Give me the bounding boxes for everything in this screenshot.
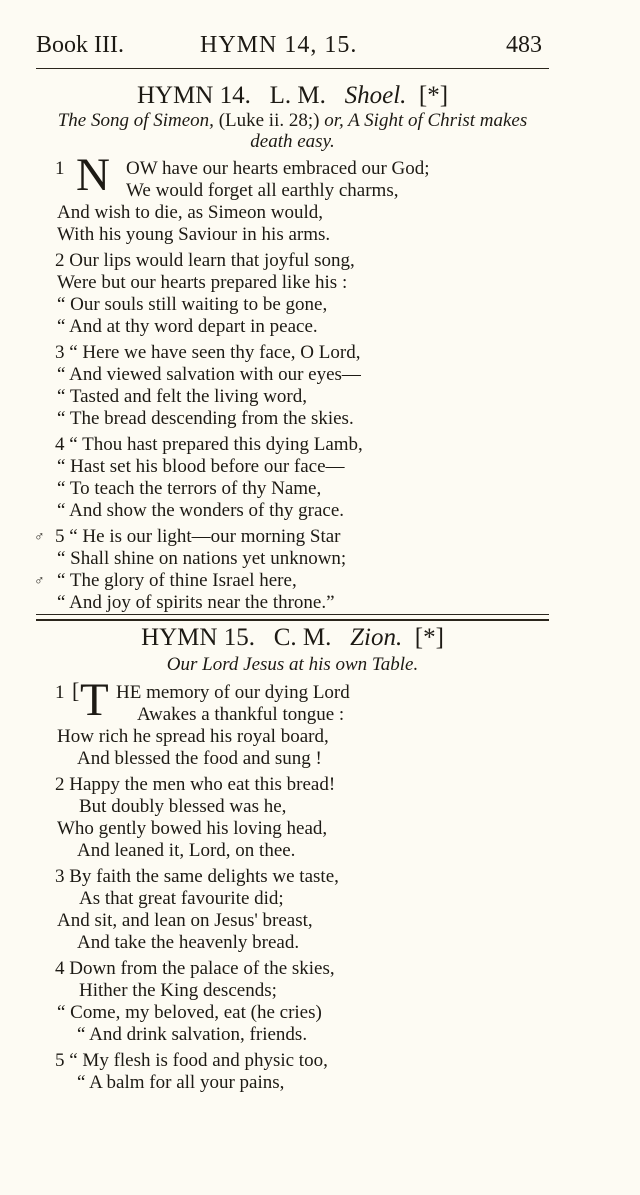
h15-v4-line2: Hither the King descends; xyxy=(79,980,277,1001)
header-rule xyxy=(36,68,549,69)
h14-v1-line1: OW have our hearts embraced our God; xyxy=(126,158,430,179)
running-title: HYMN 14, 15. xyxy=(200,32,358,58)
h14-v1-number: 1 xyxy=(55,158,65,179)
hymn14-title: HYMN 14. xyxy=(136,82,251,109)
h14-v5-line3: “ The glory of thine Israel here, xyxy=(57,570,297,591)
h15-v2-line2: But doubly blessed was he, xyxy=(79,796,287,817)
h14-v4-line3: “ To teach the terrors of thy Name, xyxy=(57,478,322,499)
h14-v5-line1: 5 “ He is our light—our morning Star xyxy=(55,526,341,547)
h15-v2-line1: 2 Happy the men who eat this bread! xyxy=(55,774,336,795)
book-label: Book III. xyxy=(36,32,124,58)
h15-v3-line3: And sit, and lean on Jesus' breast, xyxy=(57,910,313,931)
h14-v3-line3: “ Tasted and felt the living word, xyxy=(57,386,308,407)
h14-v3-line1: 3 “ Here we have seen thy face, O Lord, xyxy=(55,342,361,363)
h14-v5-line4: “ And joy of spirits near the throne.” xyxy=(57,592,335,613)
h15-v4-line4: “ And drink salvation, friends. xyxy=(77,1024,308,1045)
hymn15-mark: [*] xyxy=(414,624,444,651)
h15-v4-line1: 4 Down from the palace of the skies, xyxy=(55,958,335,979)
h15-v1-bracket: [ xyxy=(72,678,80,703)
h15-v1-line3: How rich he spread his royal board, xyxy=(57,726,329,747)
h14-v4-line4: “ And show the wonders of thy grace. xyxy=(57,500,345,521)
h15-v5-line2: “ A balm for all your pains, xyxy=(77,1072,285,1093)
hymn15-title: HYMN 15. xyxy=(141,624,255,651)
margin-mark-2: ♂ xyxy=(34,574,45,589)
h15-v1-line2: Awakes a thankful tongue : xyxy=(137,704,345,725)
h15-v2-line3: Who gently bowed his loving head, xyxy=(57,818,328,839)
hymn15-meter: C. M. xyxy=(273,624,332,651)
h15-v1-line1: HE memory of our dying Lord xyxy=(116,682,350,703)
h14-v2-line4: “ And at thy word depart in peace. xyxy=(57,316,318,337)
margin-mark-1: ♂ xyxy=(34,530,45,545)
hymn14-subtitle xyxy=(36,110,549,152)
h14-v1-line2: We would forget all earthly charms, xyxy=(126,180,399,201)
h14-v3-line2: “ And viewed salvation with our eyes— xyxy=(57,364,361,385)
h14-v1-line4: With his young Saviour in his arms. xyxy=(57,224,331,245)
h15-v1-line4: And blessed the food and sung ! xyxy=(77,748,322,769)
h14-dropcap: N xyxy=(76,149,110,201)
h15-v1-number: 1 xyxy=(55,682,65,703)
h14-v5-line2: “ Shall shine on nations yet unknown; xyxy=(57,548,347,569)
hymn14-heading xyxy=(36,82,549,110)
hymn14-mark: [*] xyxy=(418,82,449,109)
h15-v3-line2: As that great favourite did; xyxy=(79,888,284,909)
h15-v3-line1: 3 By faith the same delights we taste, xyxy=(55,866,339,887)
h14-v3-line4: “ The bread descending from the skies. xyxy=(57,408,354,429)
hymn14-subtitle-b: or, A Sight of Christ makes death easy. xyxy=(250,110,528,152)
h14-v4-line1: 4 “ Thou hast prepared this dying Lamb, xyxy=(55,434,363,455)
hymn15-tune: Zion. xyxy=(350,624,403,651)
h15-dropcap: T xyxy=(80,674,109,726)
running-head xyxy=(36,32,551,64)
hymn14-tune: Shoel. xyxy=(344,82,407,109)
h14-v2-line2: Were but our hearts prepared like his : xyxy=(57,272,348,293)
section-rule xyxy=(36,614,549,621)
hymn14-subtitle-a: The Song of Simeon, xyxy=(57,110,214,131)
hymn14-subtitle-ref: (Luke ii. 28;) xyxy=(218,110,320,131)
hymn14-meter: L. M. xyxy=(269,82,326,109)
h14-v4-line2: “ Hast set his blood before our face— xyxy=(57,456,345,477)
h15-v3-line4: And take the heavenly bread. xyxy=(77,932,300,953)
hymn15-subtitle: Our Lord Jesus at his own Table. xyxy=(166,654,419,675)
h14-v2-line1: 2 Our lips would learn that joyful song, xyxy=(55,250,355,271)
h15-v5-line1: 5 “ My flesh is food and physic too, xyxy=(55,1050,328,1071)
h15-v4-line3: “ Come, my beloved, eat (he cries) xyxy=(57,1002,322,1023)
h14-v1-line3: And wish to die, as Simeon would, xyxy=(57,202,323,223)
h14-v2-line3: “ Our souls still waiting to be gone, xyxy=(57,294,328,315)
h15-v2-line4: And leaned it, Lord, on thee. xyxy=(77,840,296,861)
hymn15-heading xyxy=(36,624,549,652)
page-number: 483 xyxy=(506,32,542,58)
